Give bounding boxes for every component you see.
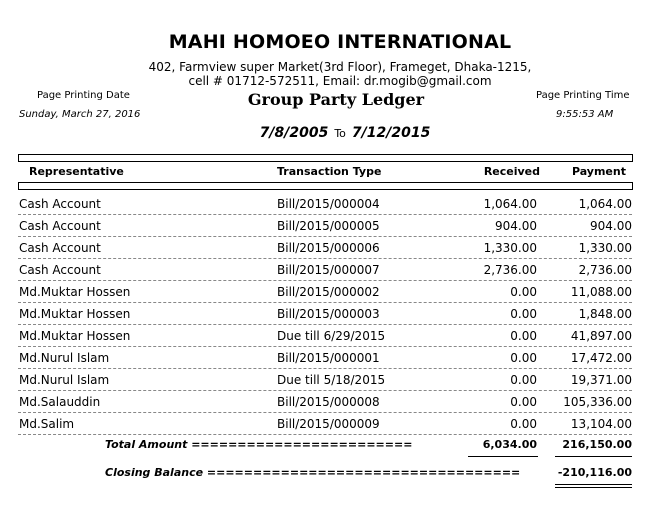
cell-payment: 1,064.00	[578, 197, 632, 211]
cell-payment: 2,736.00	[578, 263, 632, 277]
closing-double-underline-bottom	[555, 487, 632, 488]
total-amount-label: Total Amount ========================	[105, 438, 413, 451]
total-received-underline	[468, 456, 538, 457]
table-row	[0, 413, 652, 435]
cell-transaction-type: Bill/2015/000007	[277, 263, 380, 277]
company-contact: cell # 01712-572511, Email: dr.mogib@gmail.com	[188, 74, 492, 88]
table-row	[0, 281, 652, 303]
cell-payment: 904.00	[590, 219, 632, 233]
cell-representative: Md.Muktar Hossen	[19, 285, 131, 299]
cell-received: 0.00	[510, 417, 537, 431]
cell-payment: 19,371.00	[570, 373, 632, 387]
closing-balance-value: -210,116.00	[557, 466, 632, 479]
cell-transaction-type: Bill/2015/000003	[277, 307, 380, 321]
table-row	[0, 325, 652, 347]
table-row	[0, 369, 652, 391]
table-row	[0, 347, 652, 369]
print-date-value: Sunday, March 27, 2016	[19, 109, 141, 120]
col-payment: Payment	[571, 165, 626, 178]
cell-received: 1,330.00	[483, 241, 537, 255]
cell-received: 0.00	[510, 307, 537, 321]
report-title: Group Party Ledger	[247, 90, 425, 109]
cell-transaction-type: Bill/2015/000006	[277, 241, 380, 255]
date-from: 7/8/2005	[259, 125, 329, 141]
cell-payment: 17,472.00	[570, 351, 632, 365]
table-row	[0, 303, 652, 325]
cell-representative: Md.Nurul Islam	[19, 373, 110, 387]
cell-received: 0.00	[510, 373, 537, 387]
cell-received: 1,064.00	[483, 197, 537, 211]
cell-transaction-type: Bill/2015/000009	[277, 417, 380, 431]
cell-representative: Md.Salauddin	[19, 395, 101, 409]
cell-received: 0.00	[510, 351, 537, 365]
print-time-label: Page Printing Time	[536, 90, 630, 101]
header-bottom-rule	[18, 182, 633, 190]
table-row	[0, 215, 652, 237]
table-row	[0, 391, 652, 413]
cell-representative: Md.Nurul Islam	[19, 351, 110, 365]
cell-received: 0.00	[510, 395, 537, 409]
closing-double-underline-top	[555, 484, 632, 485]
total-received: 6,034.00	[482, 438, 537, 451]
cell-transaction-type: Bill/2015/000004	[277, 197, 380, 211]
cell-payment: 13,104.00	[570, 417, 632, 431]
cell-transaction-type: Bill/2015/000008	[277, 395, 380, 409]
cell-payment: 105,336.00	[563, 395, 632, 409]
cell-received: 0.00	[510, 329, 537, 343]
cell-payment: 41,897.00	[570, 329, 632, 343]
print-time-value: 9:55:53 AM	[556, 109, 614, 120]
table-row	[0, 237, 652, 259]
date-to: 7/12/2015	[351, 125, 431, 141]
cell-transaction-type: Bill/2015/000001	[277, 351, 380, 365]
row-separator	[18, 434, 632, 435]
cell-representative: Cash Account	[19, 241, 101, 255]
cell-representative: Cash Account	[19, 263, 101, 277]
cell-received: 904.00	[495, 219, 537, 233]
date-to-label: To	[334, 127, 346, 140]
table-row	[0, 259, 652, 281]
cell-transaction-type: Bill/2015/000002	[277, 285, 380, 299]
company-address: 402, Farmview super Market(3rd Floor), Frameget, Dhaka-1215,	[148, 60, 532, 74]
cell-payment: 1,330.00	[578, 241, 632, 255]
col-transaction-type: Transaction Type	[277, 165, 382, 178]
cell-payment: 11,088.00	[570, 285, 632, 299]
date-range	[0, 125, 652, 141]
cell-representative: Md.Muktar Hossen	[19, 329, 131, 343]
cell-transaction-type: Due till 6/29/2015	[277, 329, 386, 343]
cell-representative: Md.Salim	[19, 417, 75, 431]
print-date-label: Page Printing Date	[37, 90, 130, 101]
closing-balance-label: Closing Balance ==================================	[105, 466, 521, 479]
cell-payment: 1,848.00	[578, 307, 632, 321]
company-name: MAHI HOMOEO INTERNATIONAL	[168, 31, 512, 53]
total-payment: 216,150.00	[562, 438, 632, 451]
cell-transaction-type: Bill/2015/000005	[277, 219, 380, 233]
table-row	[0, 193, 652, 215]
header-top-rule	[18, 154, 633, 162]
cell-representative: Cash Account	[19, 219, 101, 233]
col-received: Received	[483, 165, 540, 178]
cell-representative: Md.Muktar Hossen	[19, 307, 131, 321]
total-payment-underline	[555, 456, 632, 457]
cell-received: 2,736.00	[483, 263, 537, 277]
cell-representative: Cash Account	[19, 197, 101, 211]
cell-received: 0.00	[510, 285, 537, 299]
col-representative: Representative	[29, 165, 124, 178]
cell-transaction-type: Due till 5/18/2015	[277, 373, 386, 387]
